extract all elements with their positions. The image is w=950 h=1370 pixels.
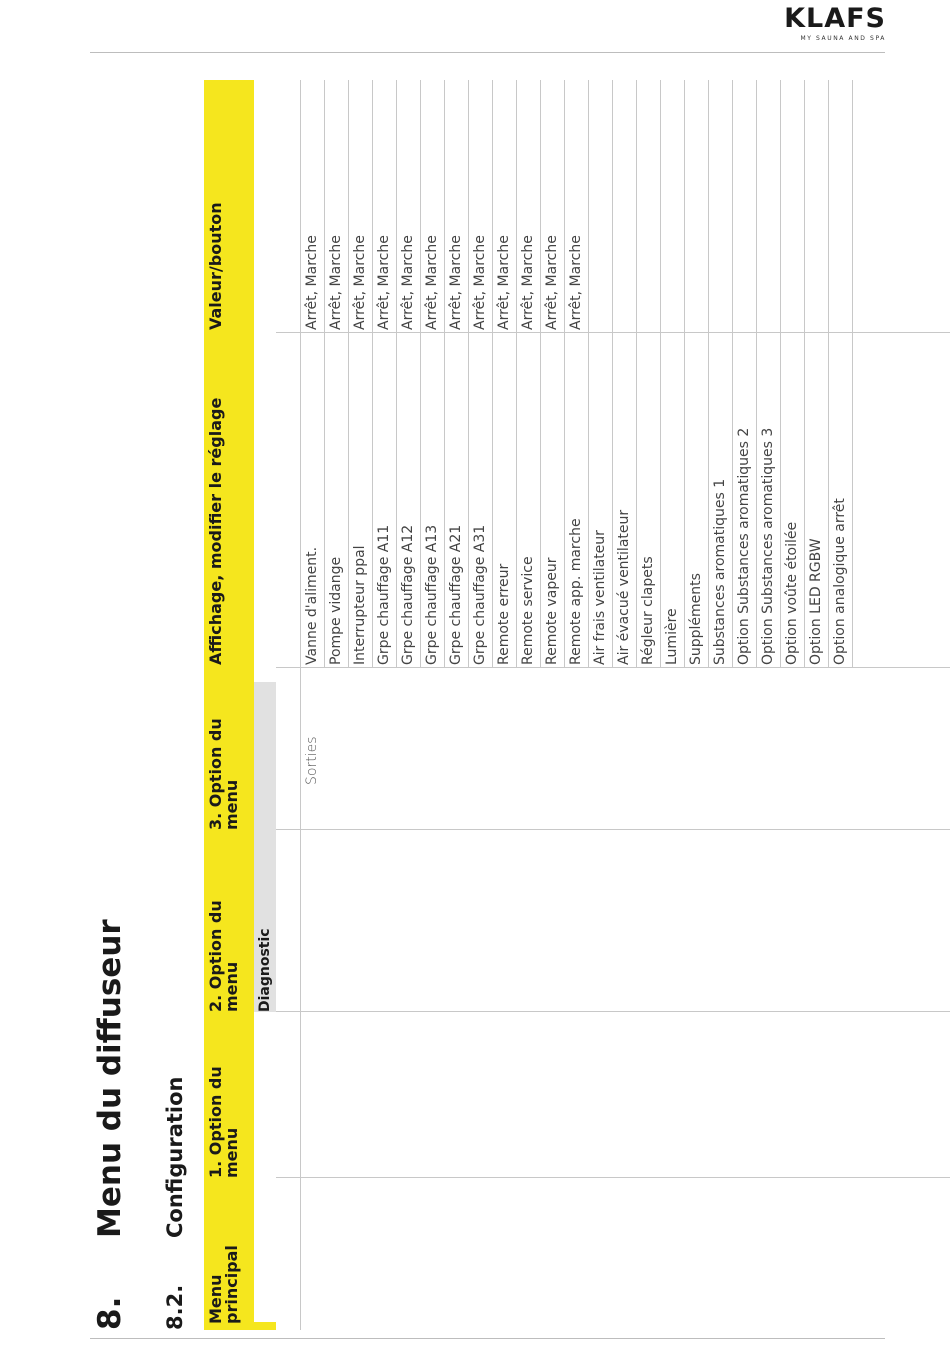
row-display: Régleur clapets (640, 556, 656, 665)
row-value: Arrêt, Marche (520, 235, 536, 330)
header-value: Valeur/bouton (206, 202, 225, 330)
row-display: Remote vapeur (544, 557, 560, 665)
row-display: Grpe chauffage A11 (376, 524, 392, 665)
row-separator (852, 80, 853, 668)
row-value: Arrêt, Marche (424, 235, 440, 330)
table-row (444, 80, 468, 1330)
table-row (396, 80, 420, 1330)
row-display: Substances aromatiques 1 (712, 478, 728, 665)
table-row (588, 80, 612, 1330)
header-option-2: 2. Option du menu (206, 900, 241, 1012)
row-display: Grpe chauffage A21 (448, 524, 464, 665)
row-display: Pompe vidange (328, 556, 344, 665)
row-value: Arrêt, Marche (352, 235, 368, 330)
row-value: Arrêt, Marche (376, 235, 392, 330)
section-number: 8. (92, 1296, 128, 1330)
row-value: Arrêt, Marche (304, 235, 320, 330)
row-display: Remote app. marche (568, 518, 584, 665)
table-row (756, 80, 780, 1330)
row-display: Lumière (664, 608, 680, 665)
bottom-rule (90, 1338, 885, 1339)
rotated-page (80, 70, 870, 1330)
table-row (324, 80, 348, 1330)
row-value: Arrêt, Marche (448, 235, 464, 330)
table-row (468, 80, 492, 1330)
row-display: Grpe chauffage A31 (472, 524, 488, 665)
row-display: Interrupteur ppal (352, 545, 368, 665)
table-row (516, 80, 540, 1330)
logo-wordmark: KLAFS (784, 3, 886, 34)
table-row (540, 80, 564, 1330)
subsection-heading (160, 1077, 190, 1330)
row-display: Grpe chauffage A12 (400, 524, 416, 665)
table-header (204, 80, 254, 1330)
row-display: Option Substances aromatiques 3 (760, 427, 776, 665)
table-row (636, 80, 660, 1330)
row-value: Arrêt, Marche (328, 235, 344, 330)
row-display: Air évacué ventilateur (616, 509, 632, 665)
row-value: Arrêt, Marche (472, 235, 488, 330)
section-title: Menu du diffuseur (92, 919, 128, 1238)
row-display: Suppléments (688, 573, 704, 665)
klafs-logo (784, 4, 886, 42)
table-row (300, 80, 324, 1330)
row-display: Vanne d'aliment. (304, 546, 320, 665)
table-row (420, 80, 444, 1330)
table-row (780, 80, 804, 1330)
table-row (564, 80, 588, 1330)
row-display: Option analogique arrêt (832, 498, 848, 665)
table-row (732, 80, 756, 1330)
logo-tagline: MY SAUNA AND SPA (800, 35, 886, 42)
table-row (492, 80, 516, 1330)
row-display: Air frais ventilateur (592, 530, 608, 665)
row-value: Arrêt, Marche (544, 235, 560, 330)
row-display: Remote service (520, 556, 536, 665)
subsection-title: Configuration (163, 1076, 187, 1238)
option3-sorties: Sorties (304, 736, 320, 785)
row-display: Option Substances aromatiques 2 (736, 427, 752, 665)
row-display: Option voûte étoilée (784, 521, 800, 665)
table-row (372, 80, 396, 1330)
header-option-3: 3. Option du menu (206, 718, 241, 830)
diagnostic-row-marker (254, 1322, 276, 1330)
header-option-1: 1. Option du menu (206, 1066, 241, 1178)
row-value: Arrêt, Marche (568, 235, 584, 330)
header-main-menu: Menu principal (206, 1245, 241, 1324)
table-row (612, 80, 636, 1330)
row-display: Grpe chauffage A13 (424, 524, 440, 665)
row-display: Remote erreur (496, 563, 512, 665)
table-row (660, 80, 684, 1330)
table-row (804, 80, 828, 1330)
top-rule (90, 52, 885, 53)
table-row (348, 80, 372, 1330)
row-value: Arrêt, Marche (496, 235, 512, 330)
header-display: Affichage, modifier le réglage (206, 397, 225, 665)
table-row (684, 80, 708, 1330)
table-row (828, 80, 852, 1330)
table-row (708, 80, 732, 1330)
section-heading (85, 919, 135, 1330)
subsection-number: 8.2. (163, 1284, 187, 1330)
row-value: Arrêt, Marche (400, 235, 416, 330)
row-display: Option LED RGBW (808, 538, 824, 665)
diagnostic-label: Diagnostic (257, 928, 273, 1012)
